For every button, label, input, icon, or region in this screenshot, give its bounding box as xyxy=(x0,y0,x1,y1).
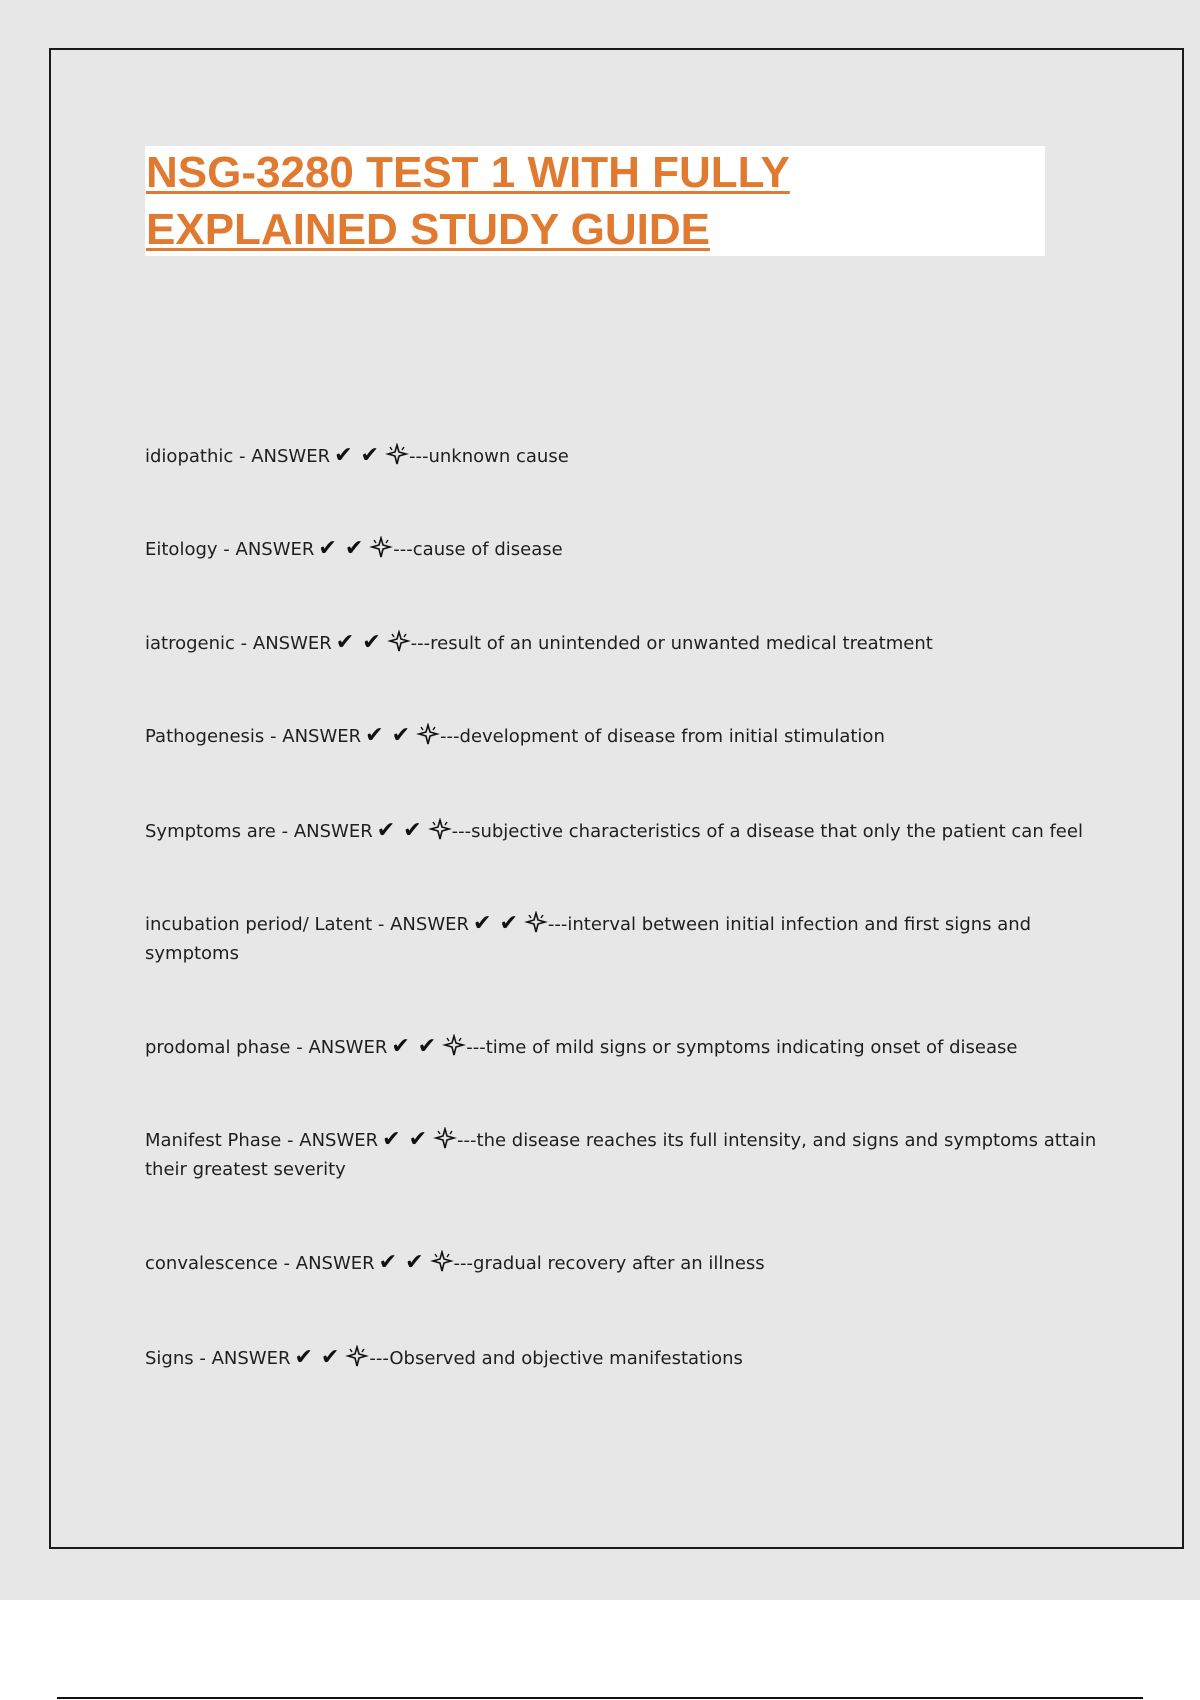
entry-definition: development of disease from initial stimulation xyxy=(459,726,885,747)
sparkle-icon xyxy=(433,1127,457,1151)
entry-term: convalescence xyxy=(145,1253,278,1274)
checkmark-icon: ✔ xyxy=(318,536,337,561)
study-entry xyxy=(145,534,1105,564)
document-title-line-2: EXPLAINED STUDY GUIDE xyxy=(146,205,710,254)
entry-term: Signs xyxy=(145,1348,194,1369)
entry-term: Symptoms are xyxy=(145,821,276,842)
answer-label: ANSWER xyxy=(308,1037,388,1058)
answer-label: ANSWER xyxy=(211,1348,291,1369)
answer-label: ANSWER xyxy=(390,914,469,935)
study-entry xyxy=(145,1125,1105,1184)
sparkle-icon xyxy=(430,1250,454,1274)
study-entry xyxy=(145,1032,1105,1062)
page-bottom-rule xyxy=(57,1697,1143,1699)
study-entry xyxy=(145,441,1105,471)
entry-dashes: --- xyxy=(410,633,431,654)
entry-dashes: --- xyxy=(547,914,568,935)
checkmark-icon: ✔ xyxy=(382,1127,401,1152)
answer-label: ANSWER xyxy=(293,821,373,842)
entry-definition: subjective characteristics of a disease that only the patient can feel xyxy=(471,821,1083,842)
entry-term: Eitology xyxy=(145,539,218,560)
checkmark-icon: ✔ xyxy=(362,630,381,655)
answer-label: ANSWER xyxy=(299,1130,379,1151)
answer-label: ANSWER xyxy=(295,1253,375,1274)
checkmark-icon: ✔ xyxy=(473,911,492,936)
sparkle-icon xyxy=(524,911,548,935)
entry-dashes: --- xyxy=(369,1348,390,1369)
checkmark-icon: ✔ xyxy=(334,443,353,468)
study-entry xyxy=(145,816,1105,846)
sparkle-icon xyxy=(428,818,452,842)
sparkle-icon xyxy=(416,723,440,747)
entry-definition: the disease reaches its full intensity, and signs and symptoms attain their greatest severity xyxy=(145,1130,1097,1180)
checkmark-icon: ✔ xyxy=(405,1250,424,1275)
sparkle-icon xyxy=(385,443,409,467)
checkmark-icon: ✔ xyxy=(417,1034,437,1059)
checkmark-icon: ✔ xyxy=(391,723,411,748)
checkmark-icon: ✔ xyxy=(391,1034,410,1059)
entry-dashes: --- xyxy=(457,1130,477,1151)
entry-separator: - xyxy=(275,821,294,842)
sparkle-icon xyxy=(387,630,411,654)
entry-term: prodomal phase xyxy=(145,1037,291,1058)
entry-definition: Observed and objective manifestations xyxy=(389,1348,743,1369)
checkmark-icon: ✔ xyxy=(294,1345,313,1370)
sparkle-icon xyxy=(369,536,393,560)
entry-separator: - xyxy=(217,539,236,560)
entry-term: incubation period/ Latent xyxy=(145,914,373,935)
checkmark-icon: ✔ xyxy=(320,1345,340,1370)
entry-dashes: --- xyxy=(453,1253,474,1274)
answer-label: ANSWER xyxy=(251,446,331,467)
entry-definition: cause of disease xyxy=(412,539,563,560)
entry-term: Manifest Phase xyxy=(145,1130,282,1151)
entry-definition: gradual recovery after an illness xyxy=(473,1253,765,1274)
answer-label: ANSWER xyxy=(235,539,315,560)
entry-dashes: --- xyxy=(466,1037,486,1058)
entry-definition: result of an unintended or unwanted medical treatment xyxy=(430,633,933,654)
checkmark-icon: ✔ xyxy=(376,818,396,843)
study-entry xyxy=(145,721,1105,751)
sparkle-icon xyxy=(442,1034,466,1058)
answer-label: ANSWER xyxy=(252,633,332,654)
sparkle-icon xyxy=(345,1345,369,1369)
checkmark-icon: ✔ xyxy=(403,818,422,843)
entry-separator: - xyxy=(290,1037,309,1058)
answer-label: ANSWER xyxy=(282,726,362,747)
study-entry xyxy=(145,628,1105,658)
document-border xyxy=(49,48,1184,1549)
entry-separator: - xyxy=(281,1130,300,1151)
study-entry xyxy=(145,1248,1105,1278)
checkmark-icon: ✔ xyxy=(335,630,355,655)
checkmark-icon: ✔ xyxy=(360,443,379,468)
study-entry xyxy=(145,1343,1105,1373)
entry-separator: - xyxy=(233,446,252,467)
entry-separator: - xyxy=(264,726,283,747)
entry-dashes: --- xyxy=(451,821,472,842)
checkmark-icon: ✔ xyxy=(408,1127,428,1152)
document-title-line-1: NSG-3280 TEST 1 WITH FULLY xyxy=(146,148,790,197)
checkmark-icon: ✔ xyxy=(499,911,518,936)
entry-term: iatrogenic xyxy=(145,633,235,654)
entry-definition: unknown cause xyxy=(428,446,569,467)
checkmark-icon: ✔ xyxy=(365,723,384,748)
checkmark-icon: ✔ xyxy=(344,536,364,561)
entry-dashes: --- xyxy=(408,446,429,467)
entry-separator: - xyxy=(277,1253,296,1274)
entry-separator: - xyxy=(372,914,391,935)
study-entry xyxy=(145,909,1105,968)
entry-definition: time of mild signs or symptoms indicating onset of disease xyxy=(485,1037,1018,1058)
entry-separator: - xyxy=(193,1348,212,1369)
entry-separator: - xyxy=(234,633,253,654)
checkmark-icon: ✔ xyxy=(378,1250,398,1275)
entry-term: Pathogenesis xyxy=(145,726,265,747)
entry-definition: interval between initial infection and first signs and symptoms xyxy=(145,914,1032,964)
entry-dashes: --- xyxy=(440,726,460,747)
entry-dashes: --- xyxy=(393,539,413,560)
entry-term: idiopathic xyxy=(145,446,234,467)
